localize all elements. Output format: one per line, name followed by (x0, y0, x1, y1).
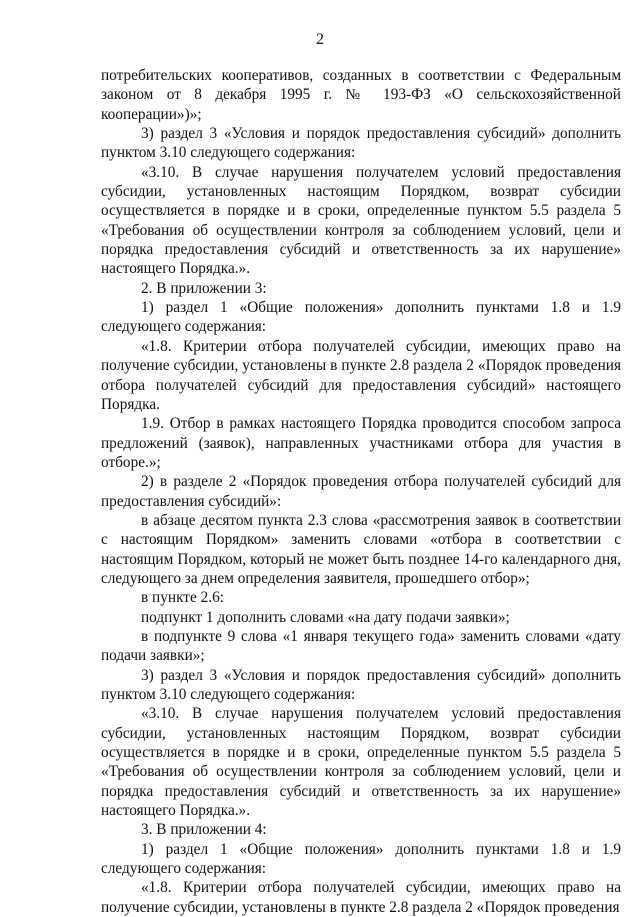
paragraph: подпункт 1 дополнить словами «на дату подачи заявки»; (141, 608, 510, 626)
document-body (101, 66, 621, 917)
paragraph: 2. В приложении 3: (141, 279, 267, 297)
page-number: 2 (316, 31, 324, 48)
paragraph: «3.10. В случае нарушения получателем условий предоставления субсидии, установленных настоящим Порядком, возврат субсидии осуществляется в порядке и в сроки, определенные пунктом 5.5 раздела 5 «Требования об осуществлении контроля за соблюдением условий, цели и порядка предоставления субсидий и ответственность за их нарушение» настоящего Порядка.». (101, 705, 621, 820)
paragraph: 3) раздел 3 «Условия и порядок предоставления субсидий» дополнить пунктом 3.10 следующего содержания: (101, 666, 621, 703)
paragraph: 1) раздел 1 «Общие положения» дополнить пунктами 1.8 и 1.9 следующего содержания: (101, 299, 621, 336)
paragraph: в абзаце десятом пункта 2.3 слова «рассмотрения заявок в соответствии с настоящим Порядком» заменить словами «отбора в соответствии с настоящим Порядком, который не может быть позднее 14-го календарного дня, следующего за днем определения заявителя, прошедшего отбор»; (101, 511, 621, 587)
paragraph: 3) раздел 3 «Условия и порядок предоставления субсидий» дополнить пунктом 3.10 следующего содержания: (101, 125, 621, 162)
paragraph: «3.10. В случае нарушения получателем условий предоставления субсидии, установленных настоящим Порядком, возврат субсидии осуществляется в порядке и в сроки, определенные пунктом 5.5 раздела 5 «Требования об осуществлении контроля за соблюдением условий, цели и порядка предоставления субсидий и ответственность за их нарушение» настоящего Порядка.». (101, 163, 621, 278)
paragraph: «1.8. Критерии отбора получателей субсидии, имеющих право на получение субсидии, установлены в пункте 2.8 раздела 2 «Порядок проведения отбора получателей субсидий для предоставления субсидий» настоящего Порядка. (101, 337, 621, 413)
paragraph: в пункте 2.6: (141, 589, 224, 607)
paragraph: 1) раздел 1 «Общие положения» дополнить пунктами 1.8 и 1.9 следующего содержания: (101, 840, 621, 878)
paragraph: 2) в разделе 2 «Порядок проведения отбора получателей субсидий для предоставления субсидий»: (101, 473, 621, 510)
paragraph: потребительских кооперативов, созданных в соответствии с Федеральным законом от 8 декабря 1995 г. № 193-ФЗ «О сельскохозяйственной кооперации»)»; (101, 67, 621, 123)
paragraph: «1.8. Критерии отбора получателей субсидии, имеющих право на получение субсидии, установлены в пункте 2.8 раздела 2 «Порядок проведения (101, 879, 621, 916)
paragraph: 1.9. Отбор в рамках настоящего Порядка проводится способом запроса предложений (заявок), направленных участниками отбора для участия в отборе.»; (101, 415, 621, 471)
paragraph: в подпункте 9 слова «1 января текущего года» заменить словами «дату подачи заявки»; (101, 627, 621, 665)
paragraph: 3. В приложении 4: (141, 821, 267, 839)
